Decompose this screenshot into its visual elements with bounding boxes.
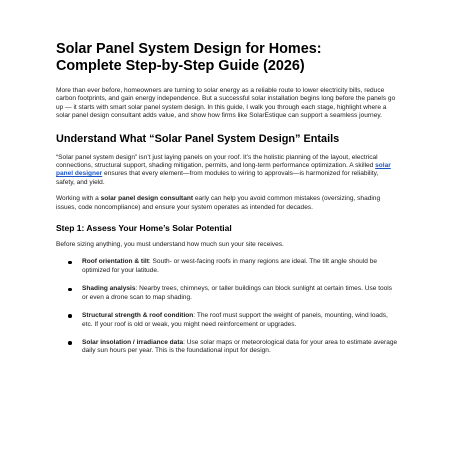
list-item-term: Solar insolation / irradiance data [82,338,184,346]
list-item [56,285,398,302]
list-item-term: Roof orientation & tilt [82,258,149,266]
list-item [56,258,398,275]
paragraph-text: Working with a [56,195,101,203]
list-item-text: : Use solar maps or meteorological data for your area to estimate average daily sun hours per year. This is the foundational input for design. [82,338,398,355]
list-item-term: Shading analysis [82,285,136,293]
paragraph-text: early can help you avoid common mistakes (oversizing, shading issues, code noncompliance) and ensure your system operates as intended for decades. [56,195,381,211]
page-title-line-1: Solar Panel System Design for Homes: [56,41,322,57]
intro-paragraph: More than ever before, homeowners are turning to solar energy as a reliable route to lower electricity bills, reduce carbon footprints, and gain energy independence. But a successful solar installation begins long before the panels go up — it starts with smart solar panel system design. In this guide, I walk you through each stage, highlight where a solar panel design consultant adds value, and show how firms like SolarEstique can support a seamless journey. [56,87,396,120]
list-item-text: : Nearby trees, chimneys, or taller buildings can block sunlight at certain times. Use tools or even a drone scan to map shading. [82,285,393,301]
list-item-text: : The roof must support the weight of panels, mounting, wind loads, etc. If your roof is old or weak, you might need reinforcement or upgrades. [82,312,388,328]
bullet-icon [68,341,72,345]
page-title [56,41,398,74]
solar-panel-designer-link[interactable]: solar panel designer [56,162,391,178]
bullet-icon [68,261,72,265]
list-item [56,339,398,356]
step-1-lead: Before sizing anything, you must understand how much sun your site receives. [56,241,284,249]
section-paragraph-2 [56,195,398,212]
list-item [56,312,398,329]
bullet-icon [68,288,72,292]
assessment-list [56,258,398,355]
bold-term: solar panel design consultant [100,195,194,203]
section-paragraph-1 [56,154,398,188]
bullet-icon [68,314,72,318]
list-item-text: : South- or west-facing roofs in many regions are ideal. The tilt angle should be optimized for your latitude. [82,258,377,274]
step-1-heading: Step 1: Assess Your Home’s Solar Potential [56,223,232,234]
section-heading-understand: Understand What “Solar Panel System Design” Entails [56,132,340,145]
page-title-line-2: Complete Step-by-Step Guide (2026) [56,57,305,74]
list-item-term: Structural strength & roof condition [82,312,194,320]
paragraph-text: “Solar panel system design” isn’t just laying panels on your roof. It’s the holistic planning of the layout, electrical connections, structural support, shading mitigation, permits, and long-term performance optimization. A skilled [56,153,378,170]
paragraph-text: ensures that every element—from modules to wiring to approvals—is harmonized for reliability, safety, and yield. [56,170,379,186]
